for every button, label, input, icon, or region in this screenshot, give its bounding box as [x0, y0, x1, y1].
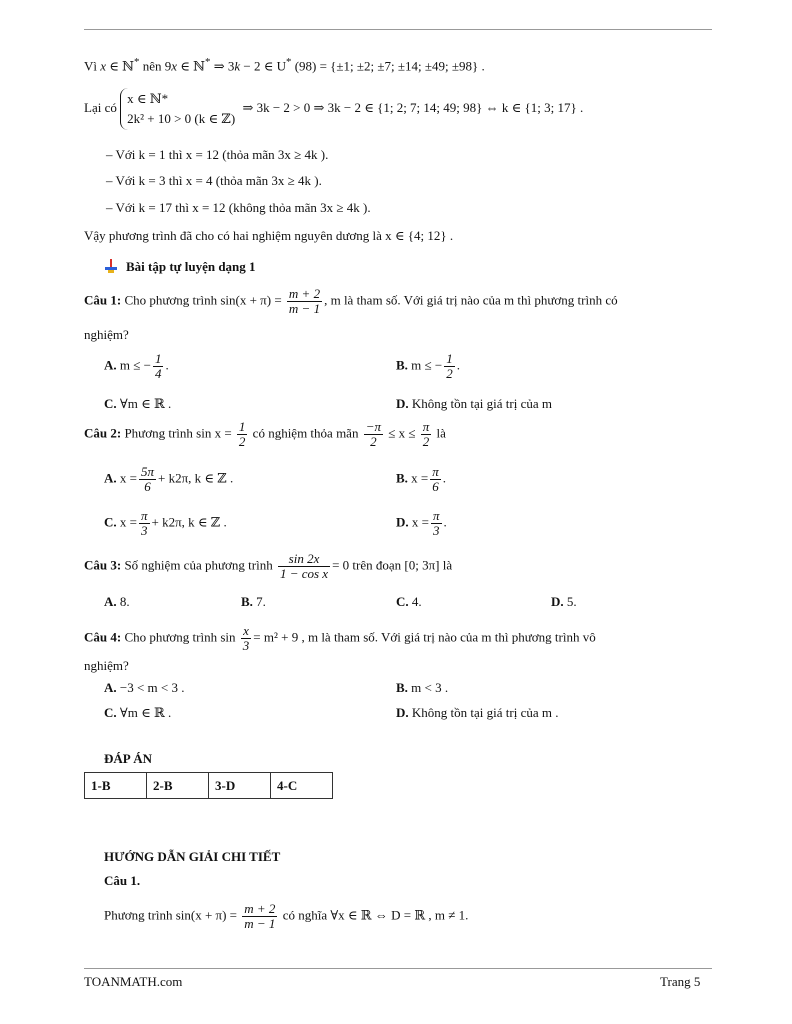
question-1: Câu 1: Cho phương trình sin(x + π) = $\frac{m + 2}{m - 1}$ , m là tham số. Với giá trị nào của m thì phương trình có — [84, 286, 618, 316]
q3-option-c: C. 4. — [396, 594, 422, 609]
q1-option-c: C. ∀m ∈ ℝ . — [104, 396, 172, 411]
dash-item-3: – Với k = 17 thì x = 12 (không thỏa mãn 3x ≥ 4k ). — [106, 200, 371, 215]
q3-option-d: D. 5. — [551, 594, 577, 609]
q4-option-c: C. ∀m ∈ ℝ . — [104, 705, 172, 720]
q4-option-a: A. −3 < m < 3 . — [104, 680, 185, 695]
pencil-icon — [104, 259, 118, 273]
footer-rule — [84, 968, 712, 969]
answer-cell: 4-C — [271, 773, 333, 799]
footer-site: TOANMATH.com — [84, 974, 183, 989]
dash-item-2: – Với k = 3 thì x = 4 (thỏa mãn 3x ≥ 4k ). — [106, 173, 322, 188]
q2-option-d: D. x = $\frac{\pi}{3}$ . — [396, 508, 447, 538]
conclusion: Vậy phương trình đã cho có hai nghiệm nguyên dương là x ∈ {4; 12} . — [84, 228, 454, 243]
answer-table — [84, 772, 333, 799]
answer-cell: 3-D — [209, 773, 271, 799]
guide-text: Phương trình sin(x + π) = $\frac{m + 2}{m - 1}$ có nghĩa ∀x ∈ ℝ ⇔ D = ℝ , m ≠ 1. — [104, 901, 469, 931]
question-2: Câu 2: Phương trình sin x = $\frac{1}{2}$ có nghiệm thỏa mãn $\frac{-\pi}{2}$ ≤ x ≤ $\frac{\pi}{2}$ là — [84, 419, 446, 449]
q2-option-c: C. x = $\frac{\pi}{3}$ + k2π, k ∈ ℤ . — [104, 508, 227, 538]
guide-title: HƯỚNG DẪN GIẢI CHI TIẾT — [104, 849, 281, 864]
system-brace: x ∈ ℕ* 2k² + 10 > 0 (k ∈ ℤ) — [120, 88, 239, 130]
answer-cell: 1-B — [85, 773, 147, 799]
answer-cell: 2-B — [147, 773, 209, 799]
q1-option-a: A. m ≤ − $\frac{1}{4}$ . — [104, 351, 169, 381]
body-line-1: Vì x ∈ ℕ* nên 9x ∈ ℕ* ⇒ 3k − 2 ∈ U* (98) = {±1; ±2; ±7; ±14; ±49; ±98} . — [84, 56, 485, 74]
question-3: Câu 3: Số nghiệm của phương trình $\frac{\sin 2x}{\text{1 − cos x}}$ = 0 trên đoạn [0; 3π] là — [84, 551, 453, 581]
q2-option-b: B. x = $\frac{\pi}{6}$ . — [396, 464, 447, 494]
q3-option-b: B. 7. — [241, 594, 266, 609]
guide-question-1: Câu 1. — [104, 873, 141, 888]
body-line-2: Lại có x ∈ ℕ* 2k² + 10 > 0 (k ∈ ℤ) ⇒ 3k − 2 > 0 ⇒ 3k − 2 ∈ {1; 2; 7; 14; 49; 98} ⇔ k ∈ {1; 3; 17} . — [84, 88, 583, 130]
q1-option-d: D. Không tồn tại giá trị của m — [396, 396, 552, 411]
dash-item-1: – Với k = 1 thì x = 12 (thỏa mãn 3x ≥ 4k ). — [106, 147, 329, 162]
fraction: $\frac{m + 2}{m - 1}$ — [288, 286, 321, 316]
q1-option-b: B. m ≤ − $\frac{1}{2}$ . — [396, 351, 460, 381]
answers-title: ĐÁP ÁN — [104, 751, 153, 766]
q2-option-a: A. x = $\frac{5\pi}{6}$ + k2π, k ∈ ℤ . — [104, 464, 234, 494]
q4-option-b: B. m < 3 . — [396, 680, 449, 695]
footer-page-number: Trang 5 — [660, 974, 701, 989]
section-title: Bài tập tự luyện dạng 1 — [104, 258, 256, 276]
q3-option-a: A. 8. — [104, 594, 130, 609]
question-1-cont: nghiệm? — [84, 327, 129, 342]
question-4: Câu 4: Cho phương trình sin $\frac{x}{3}$ = m² + 9 , m là tham số. Với giá trị nào của m thì phương trình vô — [84, 623, 596, 653]
q4-option-d: D. Không tồn tại giá trị của m . — [396, 705, 559, 720]
question-4-cont: nghiệm? — [84, 658, 129, 673]
header-rule — [84, 29, 712, 30]
